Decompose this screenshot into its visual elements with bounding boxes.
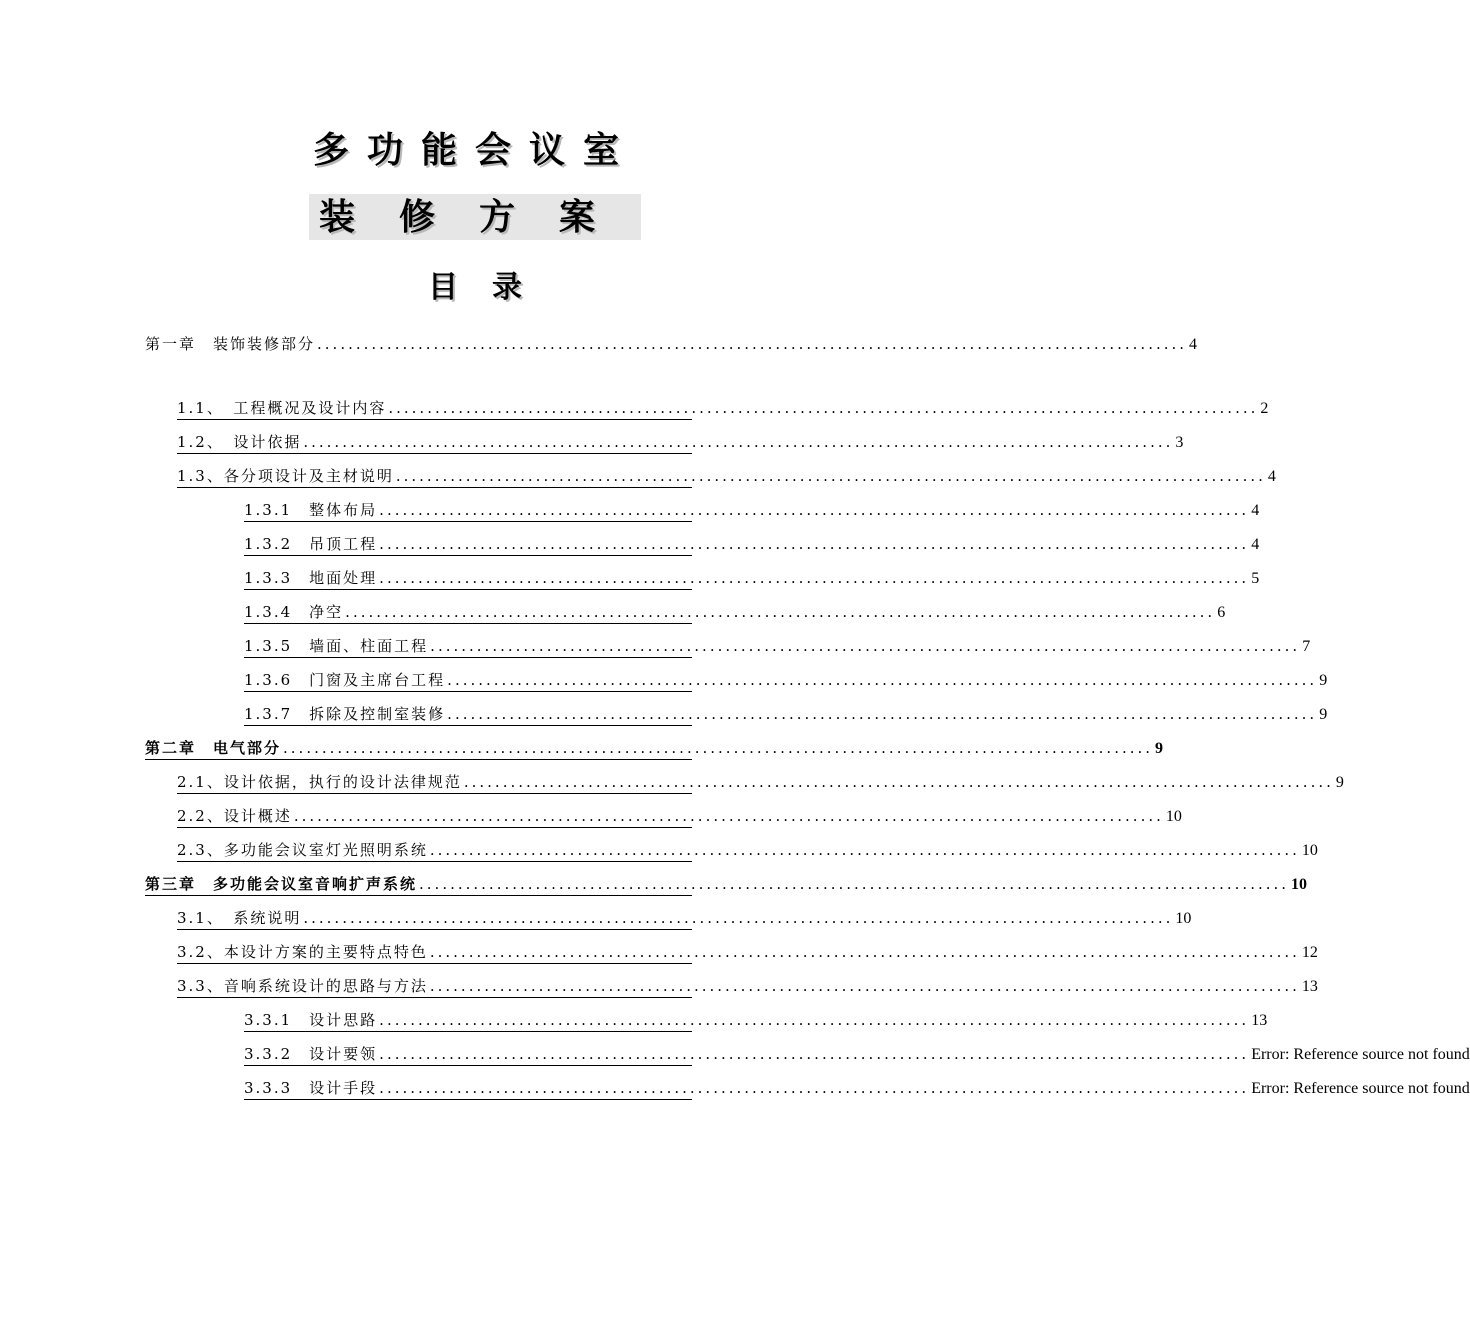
toc-entry-3-3[interactable]: 3.3、音响系统设计的思路与方法 ................................................................................................................ 13 — [177, 976, 692, 998]
toc-entry-1-3-7[interactable]: 1.3.7 拆除及控制室装修 ................................................................................................................ 9 — [244, 704, 692, 726]
toc-entry-chapter-2[interactable]: 第二章 电气部分 ................................................................................................................ 9 — [145, 738, 692, 760]
document-title: 多功能会议室 — [312, 129, 637, 171]
toc-entry-1-2[interactable]: 1.2、 设计依据 ................................................................................................................ 3 — [177, 432, 692, 454]
toc-heading: 目录 — [428, 270, 556, 305]
toc-entry-1-3-1[interactable]: 1.3.1 整体布局 ................................................................................................................ 4 — [244, 500, 692, 522]
toc-entry-3-3-2[interactable]: 3.3.2 设计要领 ................................................................................................................ Error: Reference source not found — [244, 1044, 692, 1066]
toc-entry-3-3-1[interactable]: 3.3.1 设计思路 ................................................................................................................ 13 — [244, 1010, 692, 1032]
toc-entry-1-3-5[interactable]: 1.3.5 墙面、柱面工程 ................................................................................................................ 7 — [244, 636, 692, 658]
toc-entry-1-3-3[interactable]: 1.3.3 地面处理 ................................................................................................................ 5 — [244, 568, 692, 590]
toc-entry-1-3-2[interactable]: 1.3.2 吊顶工程 ................................................................................................................ 4 — [244, 534, 692, 556]
toc-entry-3-3-3[interactable]: 3.3.3 设计手段 ................................................................................................................ Error: Reference source not found — [244, 1078, 692, 1100]
toc-entry-1-3[interactable]: 1.3、各分项设计及主材说明 ................................................................................................................ 4 — [177, 466, 692, 488]
toc-entry-1-1[interactable]: 1.1、 工程概况及设计内容 ................................................................................................................ 2 — [177, 398, 692, 420]
toc-entry-chapter-3[interactable]: 第三章 多功能会议室音响扩声系统 ................................................................................................................ 10 — [145, 874, 692, 896]
toc-entry-2-3[interactable]: 2.3、多功能会议室灯光照明系统 ................................................................................................................ 10 — [177, 840, 692, 862]
toc-entry-2-2[interactable]: 2.2、设计概述 ................................................................................................................ 10 — [177, 806, 692, 828]
toc-entry-3-2[interactable]: 3.2、本设计方案的主要特点特色 ................................................................................................................ 12 — [177, 942, 692, 964]
toc-entry-3-1[interactable]: 3.1、 系统说明 ................................................................................................................ 10 — [177, 908, 692, 930]
document-subtitle: 装修方案 — [309, 194, 641, 240]
toc-entry-chapter-1[interactable]: 第一章 装饰装修部分 ................................................................................................................ 4 — [145, 335, 1198, 353]
toc-entry-1-3-4[interactable]: 1.3.4 净空 ................................................................................................................ 6 — [244, 602, 692, 624]
toc-entry-2-1[interactable]: 2.1、设计依据，执行的设计法律规范 ................................................................................................................ 9 — [177, 772, 692, 794]
subtitle-wrapper — [0, 194, 950, 240]
toc-entry-1-3-6[interactable]: 1.3.6 门窗及主席台工程 ................................................................................................................ 9 — [244, 670, 692, 692]
